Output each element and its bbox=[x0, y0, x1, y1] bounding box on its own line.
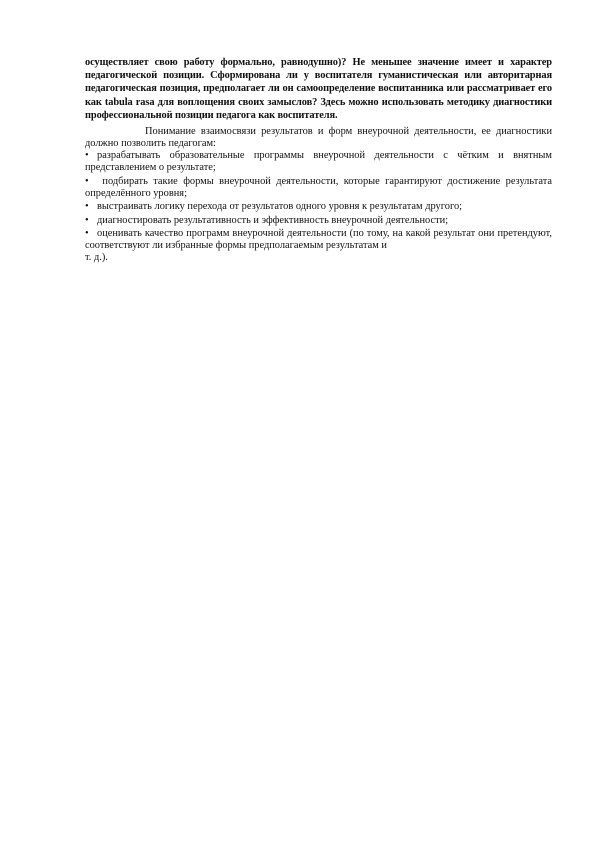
intro-paragraph: Понимание взаимосвязи результатов и форм внеурочной деятельности, ее диагностики должно позволить педагогам: bbox=[85, 126, 552, 150]
list-item-text: подбирать такие формы внеурочной деятельности, которые гарантируют достижение результата определённого уровня; bbox=[85, 175, 552, 199]
list-item bbox=[85, 228, 552, 252]
bullet-icon: • bbox=[85, 214, 89, 226]
list-item bbox=[85, 150, 552, 174]
bullet-icon: • bbox=[85, 201, 89, 213]
list-item-text: разрабатывать образовательные программы внеурочной деятельности с чётким и внятным представлением о результате; bbox=[85, 150, 552, 174]
list-tail-text: т. д.). bbox=[85, 252, 108, 264]
bullet-icon: • bbox=[85, 175, 89, 187]
bullet-icon: • bbox=[85, 150, 89, 162]
list-item-text: диагностировать результативность и эффективность внеурочной деятельности; bbox=[97, 214, 449, 226]
list-item bbox=[85, 176, 552, 200]
bullet-icon: • bbox=[85, 228, 89, 240]
list-item bbox=[85, 215, 552, 227]
list-item bbox=[85, 201, 552, 213]
list-item-text: оценивать качество программ внеурочной деятельности (по тому, на какой результат они претендуют, соответствуют ли избранные формы предполагаемым результатам и bbox=[85, 228, 552, 252]
document-page bbox=[85, 56, 552, 264]
list-item-text: выстраивать логику перехода от результатов одного уровня к результатам другого; bbox=[97, 201, 463, 213]
bold-paragraph: осуществляет свою работу формально, равнодушно)? Не меньшее значение имеет и характер педагогической позиции. Сформирована ли у воспитателя гуманистическая или авторитарная педагогическая позиция, предполагает ли он самоопределение воспитанника или рассматривает его как tabula rasa для воплощения своих замыслов? Здесь можно использовать методику диагностики профессиональной позиции педагога как воспитателя. bbox=[85, 57, 552, 121]
goals-list bbox=[85, 150, 552, 252]
